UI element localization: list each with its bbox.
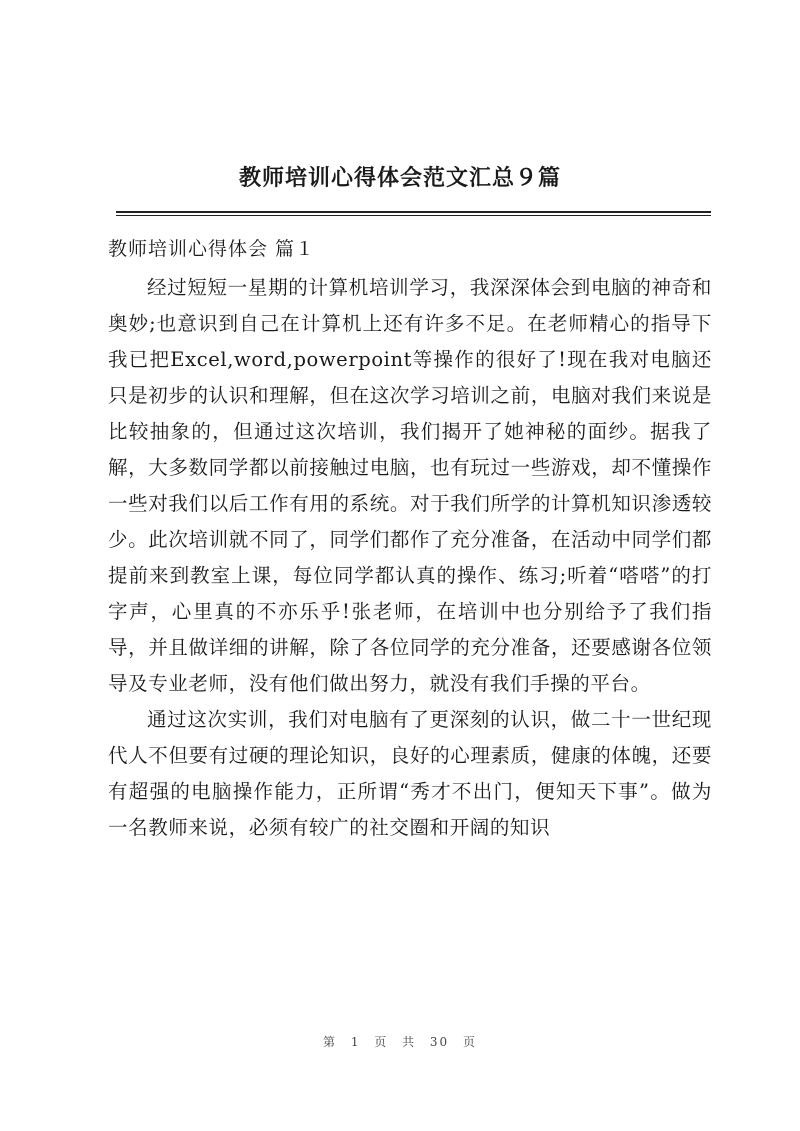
title-divider — [116, 211, 711, 216]
page-footer: 第 1 页 共 30 页 — [323, 1035, 477, 1049]
article-body — [108, 270, 712, 846]
paragraph-1: 经过短短一星期的计算机培训学习，我深深体会到电脑的神奇和奥妙;也意识到自己在计算机上还有许多不足。在老师精心的指导下我已把Excel,word,powerpoint等操作的很好了!现在我对电脑还只是初步的认识和理解，但在这次学习培训之前，电脑对我们来说是比较抽象的，但通过这次培训，我们揭开了她神秘的面纱。据我了解，大多数同学都以前接触过电脑，也有玩过一些游戏，却不懂操作一些对我们以后工作有用的系统。对于我们所学的计算机知识渗透较少。此次培训就不同了，同学们都作了充分准备，在活动中同学们都提前来到教室上课，每位同学都认真的操作、练习;听着“嗒嗒”的打字声，心里真的不亦乐乎!张老师，在培训中也分别给予了我们指导，并且做详细的讲解，除了各位同学的充分准备，还要感谢各位领导及专业老师，没有他们做出努力，就没有我们手操的平台。 — [108, 276, 712, 695]
page-title: 教师培训心得体会范文汇总９篇 — [238, 165, 561, 191]
section-heading: 教师培训心得体会 篇１ — [108, 238, 316, 260]
paragraph-2: 通过这次实训，我们对电脑有了更深刻的认识，做二十一世纪现代人不但要有过硬的理论知识，良好的心理素质，健康的体魄，还要有超强的电脑操作能力，正所谓“秀才不出门，便知天下事”。做为一名教师来说，必须有较广的社交圈和开阔的知识 — [108, 708, 712, 839]
